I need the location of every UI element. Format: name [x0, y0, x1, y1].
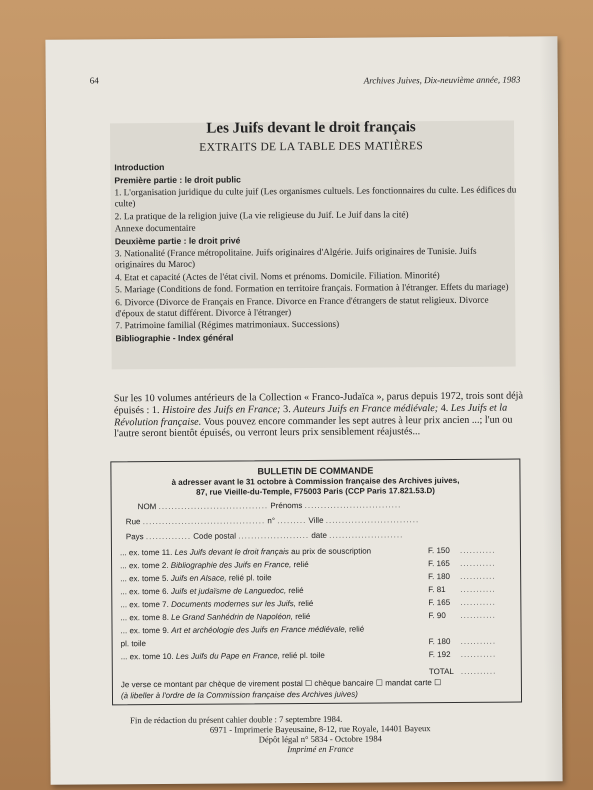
order-address-line: à adresser avant le 31 octobre à Commission française des Archives juives,: [171, 475, 460, 487]
amount-field[interactable]: ...........: [460, 558, 496, 568]
item-prefix: ... ex. tome 10.: [120, 651, 174, 662]
item-price: F. 150: [427, 545, 450, 556]
item-title: Juifs et judaïsme de Languedoc,: [170, 586, 287, 596]
order-item-row[interactable]: [120, 586, 303, 596]
order-form: [110, 458, 522, 705]
item-prefix: pl. toile: [120, 639, 147, 649]
field-label: NOM: [137, 502, 157, 512]
item-suffix: relié: [298, 598, 314, 609]
amount-field[interactable]: ...........: [460, 584, 496, 594]
field-label: n°: [267, 516, 276, 526]
amount-field[interactable]: ...........: [460, 571, 496, 581]
field-label: Prénoms: [270, 501, 303, 511]
page-subtitle: EXTRAITS DE LA TABLE DES MATIÈRES: [199, 140, 424, 154]
total-field[interactable]: ...........: [460, 666, 497, 676]
colophon-line: 6971 - Imprimerie Bayeusaine, 8-12, rue Royale, 14401 Bayeux: [209, 723, 431, 735]
item-suffix: relié pl. toile: [228, 573, 272, 583]
item-price: F. 165: [428, 597, 451, 608]
colophon: [110, 712, 530, 755]
street-field[interactable]: Rue ...................................... n° ......... Ville .............................: [125, 515, 420, 527]
item-title: Documents modernes sur les Juifs,: [171, 599, 297, 609]
page-number: 64: [89, 75, 99, 86]
order-form-title: BULLETIN DE COMMANDE: [257, 465, 374, 477]
item-price: F. 192: [428, 649, 451, 660]
notice-text: Sur les 10 volumes antérieurs de la Collection « Franco-Judaïca », parus depuis 1972, trois sont déjà épuisés : 1.: [113, 390, 524, 417]
item-title: Les Juifs devant le droit français: [174, 547, 289, 557]
order-item-row[interactable]: [120, 573, 271, 583]
colophon-line: Dépôt légal n° 5834 - Octobre 1984: [258, 733, 382, 745]
item-prefix: ... ex. tome 6.: [120, 586, 169, 597]
order-item-row[interactable]: [120, 560, 309, 570]
amount-field[interactable]: ...........: [460, 649, 497, 659]
order-item-row[interactable]: [120, 599, 313, 609]
order-address-line: 87, rue Vieille-du-Temple, F75003 Paris (CCP Paris 17.821.53.D): [196, 486, 435, 497]
notice-title: Les Juifs et la Révolution française.: [114, 402, 508, 428]
item-title: Art et archéologie des Juifs en France médiévale,: [171, 624, 347, 635]
toc-item: 1. L'organisation juridique du culte juif (Les organismes cultuels. Les fonctionnaires du culte. Les édifices du culte): [114, 184, 517, 209]
amount-field[interactable]: ...........: [460, 636, 497, 646]
item-title: Juifs en Alsace,: [170, 573, 227, 583]
toc-item: Introduction: [114, 161, 165, 173]
order-item-row[interactable]: [120, 547, 371, 558]
item-prefix: ... ex. tome 7.: [120, 599, 169, 610]
amount-field[interactable]: ...........: [459, 545, 496, 555]
item-prefix: ... ex. tome 9.: [120, 625, 170, 636]
item-title: Bibliographie des Juifs en France,: [170, 560, 292, 570]
toc-item: Deuxième partie : le droit privé: [114, 234, 241, 246]
notice-text: Vous pouvez encore commander les sept autres à leur prix ancien ...; l'un ou l'autre seront bientôt épuisés, ou verront leurs prix sensiblement réajustés...: [114, 414, 513, 440]
amount-field[interactable]: ...........: [460, 610, 496, 620]
item-title: Les Juifs du Pape en France,: [175, 651, 280, 661]
amount-field[interactable]: ...........: [460, 597, 496, 607]
notice-title: Auteurs Juifs en France médiévale;: [293, 402, 439, 415]
item-price: F. 81: [428, 585, 446, 595]
magazine-page: [45, 36, 562, 785]
name-field[interactable]: NOM .................................. Prénoms ..............................: [137, 500, 402, 512]
toc-item: 3. Nationalité (France métropolitaine. Juifs originaires d'Algérie. Juifs originaires de Tunisie. Juifs originaires du Maroc): [114, 245, 477, 270]
item-suffix: au prix de souscription: [291, 546, 372, 557]
field-label: Pays: [125, 532, 144, 542]
item-suffix: relié pl. toile: [282, 650, 325, 661]
toc-item: Bibliographie - Index général: [115, 331, 234, 343]
item-price: F. 165: [428, 558, 450, 569]
toc-item: 4. Etat et capacité (Actes de l'état civil. Noms et prénoms. Domicile. Filiation. Minorité): [115, 269, 440, 282]
notice-text: 3.: [283, 403, 291, 415]
table-of-contents: [114, 159, 517, 346]
item-suffix: relié: [295, 611, 311, 622]
item-prefix: ... ex. tome 11.: [119, 547, 173, 558]
item-title: Le Grand Sanhédrin de Napoléon,: [171, 612, 294, 622]
item-prefix: ... ex. tome 5.: [120, 573, 169, 584]
notice-title: Histoire des Juifs en France;: [162, 403, 281, 416]
running-header: Archives Juives, Dix-neuvième année, 1983: [363, 74, 521, 86]
order-item-row[interactable]: [121, 651, 325, 661]
collection-notice: [114, 390, 524, 440]
country-field[interactable]: Pays .............. Code postal ...................... date .......................: [125, 530, 404, 542]
toc-item: 2. La pratique de la religion juive (La vie religieuse du Juif. Le Juif dans la cité): [114, 208, 409, 221]
colophon-line: Fin de rédaction du présent cahier double : 7 septembre 1984.: [130, 713, 343, 726]
toc-item: 7. Patrimoine familial (Régimes matrimoniaux. Successions): [115, 318, 340, 331]
toc-item: 5. Mariage (Conditions de fond. Formation en territoire français. Formation à l'étranger. Effets du mariage): [115, 281, 509, 295]
field-label: Ville: [308, 515, 324, 525]
payee-note: (à libeller à l'ordre de la Commission française des Archives juives): [120, 689, 358, 701]
order-item-row[interactable]: [120, 612, 310, 622]
item-price: F. 180: [428, 636, 451, 647]
notice-text: 4.: [440, 402, 449, 414]
item-suffix: relié: [349, 624, 365, 634]
page-title: Les Juifs devant le droit français: [206, 119, 416, 137]
payment-options[interactable]: Je verse ce montant par chèque de virement postal ☐ chèque bancaire ☐ mandat carte ☐: [120, 678, 442, 690]
field-label: Code postal: [193, 531, 236, 541]
item-price: F. 90: [428, 611, 446, 621]
toc-item: 6. Divorce (Divorce de Français en France. Divorce en France d'étrangers de statut religieux. Divorce d'époux de statut différent. Divorce à l'étranger): [115, 294, 489, 318]
order-item-row[interactable]: [121, 625, 365, 636]
item-suffix: relié: [288, 586, 304, 596]
item-prefix: ... ex. tome 2.: [120, 560, 169, 571]
item-prefix: ... ex. tome 8.: [120, 612, 169, 623]
item-suffix: relié: [293, 559, 309, 570]
toc-item: Première partie : le droit public: [114, 173, 241, 185]
item-price: F. 180: [428, 571, 450, 582]
field-label: Rue: [125, 517, 141, 527]
order-item-row[interactable]: [121, 639, 146, 648]
colophon-line: Imprimé en France: [287, 743, 354, 755]
total-label: TOTAL: [428, 666, 454, 677]
field-label: date: [311, 530, 327, 540]
toc-item: Annexe documentaire: [114, 222, 196, 234]
